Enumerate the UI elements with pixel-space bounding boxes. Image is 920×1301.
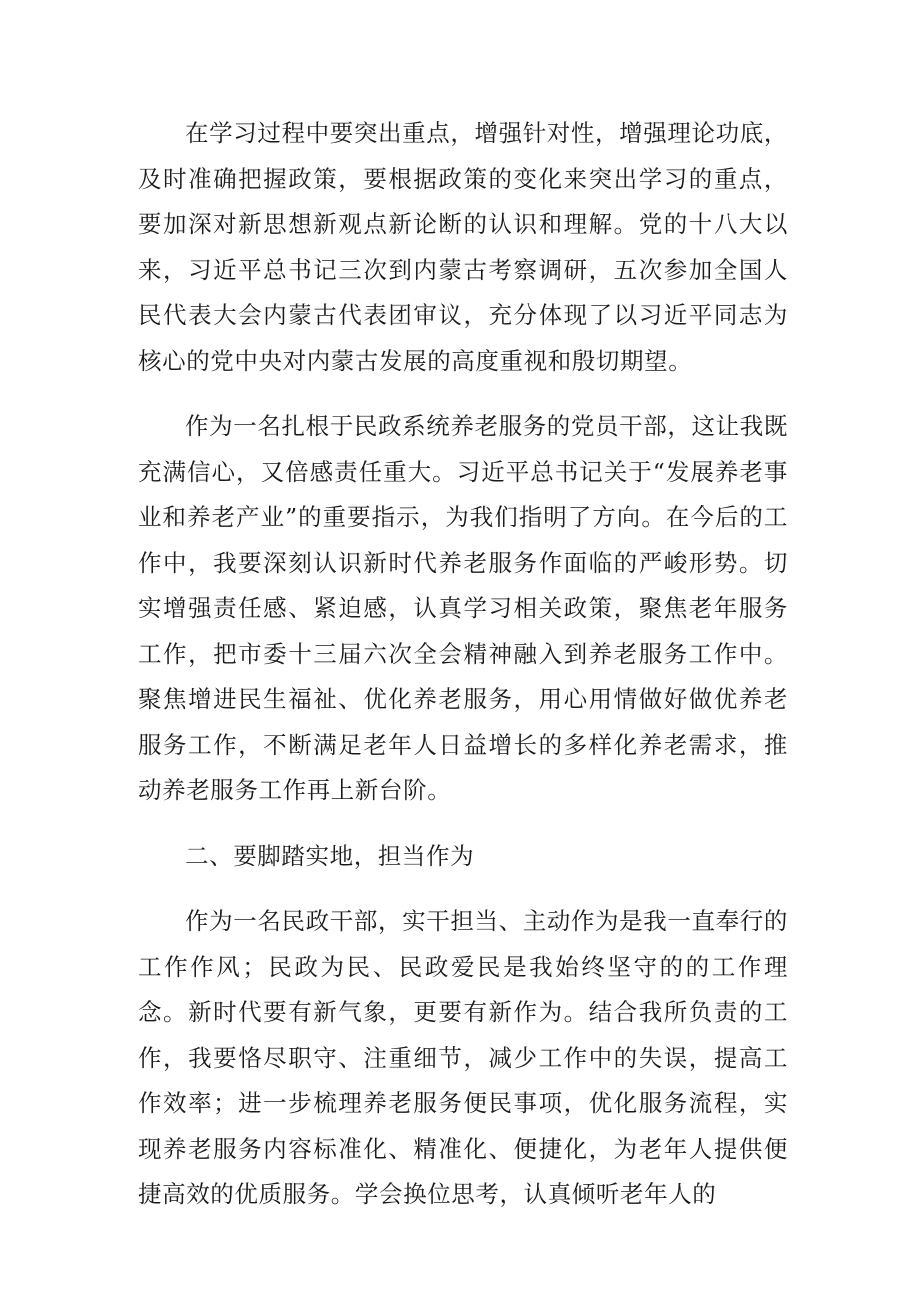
document-body xyxy=(138,111,788,1238)
paragraph-study-focus: 在学习过程中要突出重点，增强针对性，增强理论功底，及时准确把握政策，要根据政策的变化来突出学习的重点，要加深对新思想新观点新论断的认识和理解。党的十八大以来，习近平总书记三次到内蒙古考察调研，五次参加全国人民代表大会内蒙古代表团审议，充分体现了以习近平同志为核心的党中央对内蒙古发展的高度重视和殷切期望。 xyxy=(138,119,788,375)
paragraph-elderly-service: 作为一名扎根于民政系统养老服务的党员干部，这让我既充满信心，又倍感责任重大。习近平总书记关于“发展养老事业和养老产业”的重要指示，为我们指明了方向。在今后的工作中，我要深刻认识新时代养老服务作面临的严峻形势。切实增强责任感、紧迫感，认真学习相关政策，聚焦老年服务工作，把市委十三届六次全会精神融入到养老服务工作中。聚焦增进民生福祉、优化养老服务，用心用情做好做优养老服务工作，不断满足老年人日益增长的多样化养老需求，推动养老服务工作再上新台阶。 xyxy=(138,412,788,804)
section-heading: 二、要脚踏实地，担当作为 xyxy=(185,841,475,870)
paragraph-work-style: 作为一名民政干部，实干担当、主动作为是我一直奉行的工作作风；民政为民、民政爱民是我始终坚守的的工作理念。新时代要有新气象，更要有新作为。结合我所负责的工作，我要恪尽职守、注重细节，减少工作中的失误，提高工作效率；进一步梳理养老服务便民事项，优化服务流程，实现养老服务内容标准化、精准化、便捷化，为老年人提供便捷高效的优质服务。学会换位思考，认真倾听老年人的 xyxy=(138,907,788,1208)
